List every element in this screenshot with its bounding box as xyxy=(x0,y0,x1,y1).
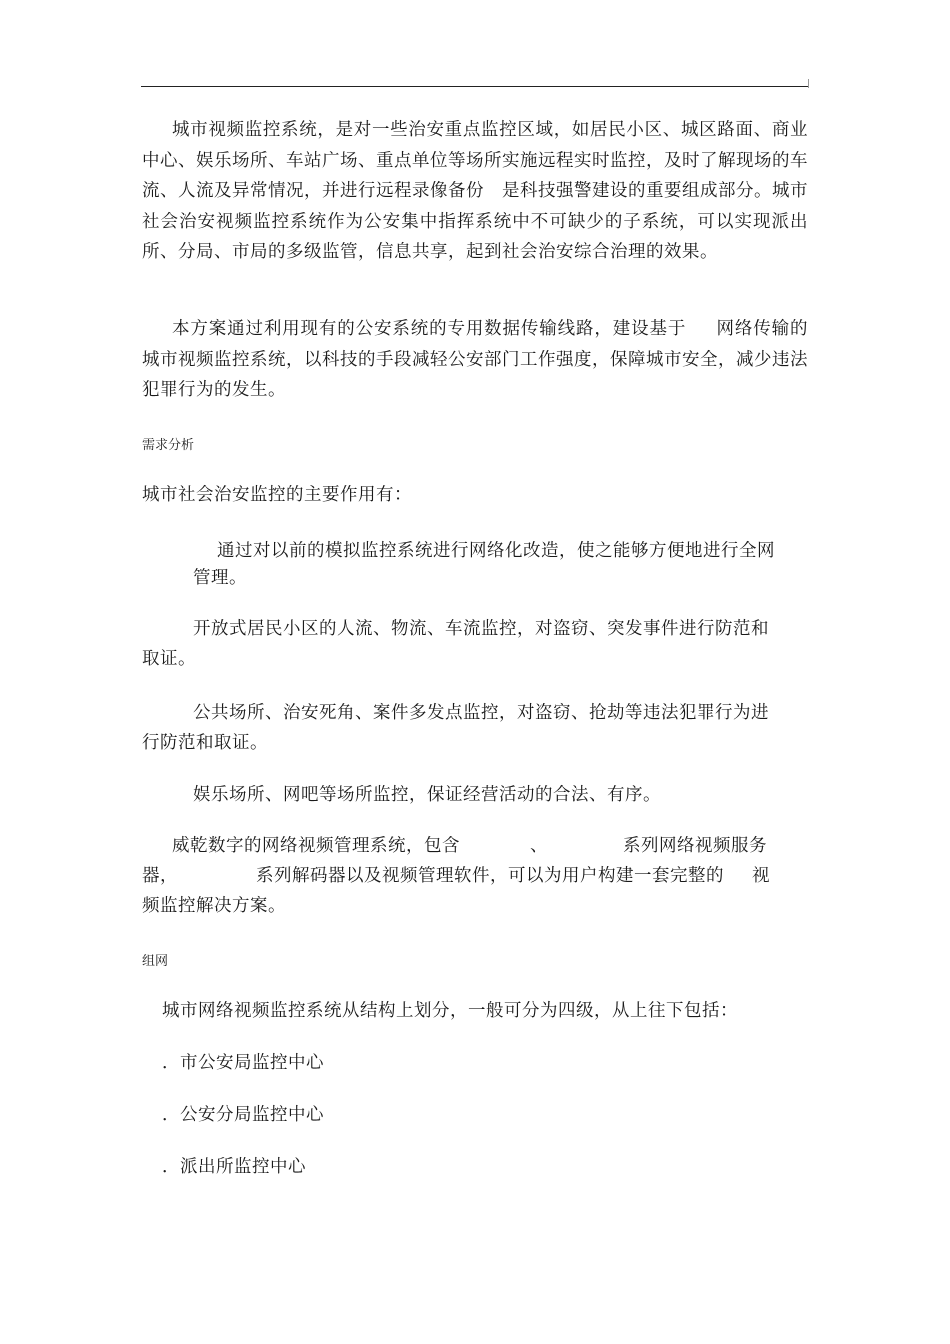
product-line-1-c: 系列网络视频服务 xyxy=(623,836,767,856)
intro-paragraph: 城市视频监控系统，是对一些治安重点监控区域，如居民小区、城区路面、商业中心、娱乐场所、车站广场、重点单位等场所实施远程实时监控，及时了解现场的车流、人流及异常情况，并进行远程录像备份 是科技强警建设的重要组成部分。城市社会治安视频监控系统作为公安集中指挥系统中不可缺少的子系统，可以实现派出所、分局、市局的多级监管，信息共享，起到社会治安综合治理的效果。 xyxy=(142,120,808,262)
heading-demand-analysis: 需求分析 xyxy=(142,438,195,453)
product-line-2-b: 系列解码器以及视频管理软件，可以为用户构建一套完整的 xyxy=(256,866,724,886)
product-line-2 xyxy=(142,861,770,892)
demand-item-1-line-2: 管理。 xyxy=(193,568,247,588)
demand-item-2-line-2: 取证。 xyxy=(142,649,196,669)
product-line-1 xyxy=(172,831,767,862)
network-intro: 城市网络视频监控系统从结构上划分，一般可分为四级，从上往下包括： xyxy=(162,1001,738,1021)
heading-networking: 组网 xyxy=(142,954,169,969)
network-level-2: ．公安分局监控中心 xyxy=(162,1105,324,1125)
demand-item-2-line-1: 开放式居民小区的人流、物流、车流监控，对盗窃、突发事件进行防范和 xyxy=(193,619,769,639)
demand-item-3-line-1: 公共场所、治安死角、案件多发点监控，对盗窃、抢劫等违法犯罪行为进 xyxy=(193,703,769,723)
scheme-paragraph-part-a: 本方案通过利用现有的公安系统的专用数据传输线路，建设基于 xyxy=(172,319,687,339)
product-line-2-a: 器， xyxy=(142,866,178,886)
demand-intro: 城市社会治安监控的主要作用有： xyxy=(142,485,412,505)
network-level-3: ．派出所监控中心 xyxy=(162,1157,306,1177)
header-rule xyxy=(141,86,809,87)
demand-item-4: 娱乐场所、网吧等场所监控，保证经营活动的合法、有序。 xyxy=(193,785,661,805)
demand-item-1-line-1: 通过对以前的模拟监控系统进行网络化改造，使之能够方便地进行全网 xyxy=(217,541,775,561)
demand-item-3-line-2: 行防范和取证。 xyxy=(142,733,268,753)
product-line-3: 频监控解决方案。 xyxy=(142,896,286,916)
product-line-1-a: 威乾数字的网络视频管理系统，包含 xyxy=(172,836,460,856)
product-line-2-c: 视 xyxy=(752,866,770,886)
network-level-1: ．市公安局监控中心 xyxy=(162,1053,324,1073)
scheme-paragraph xyxy=(142,314,808,406)
header-tick xyxy=(808,79,809,88)
product-line-1-b: 、 xyxy=(530,836,548,856)
scheme-paragraph-part-b: 网络传输的城市视频监控系统，以科技的手段减轻公安部门工作强度，保障城市安全，减少违法犯罪行为的发生。 xyxy=(142,319,809,400)
